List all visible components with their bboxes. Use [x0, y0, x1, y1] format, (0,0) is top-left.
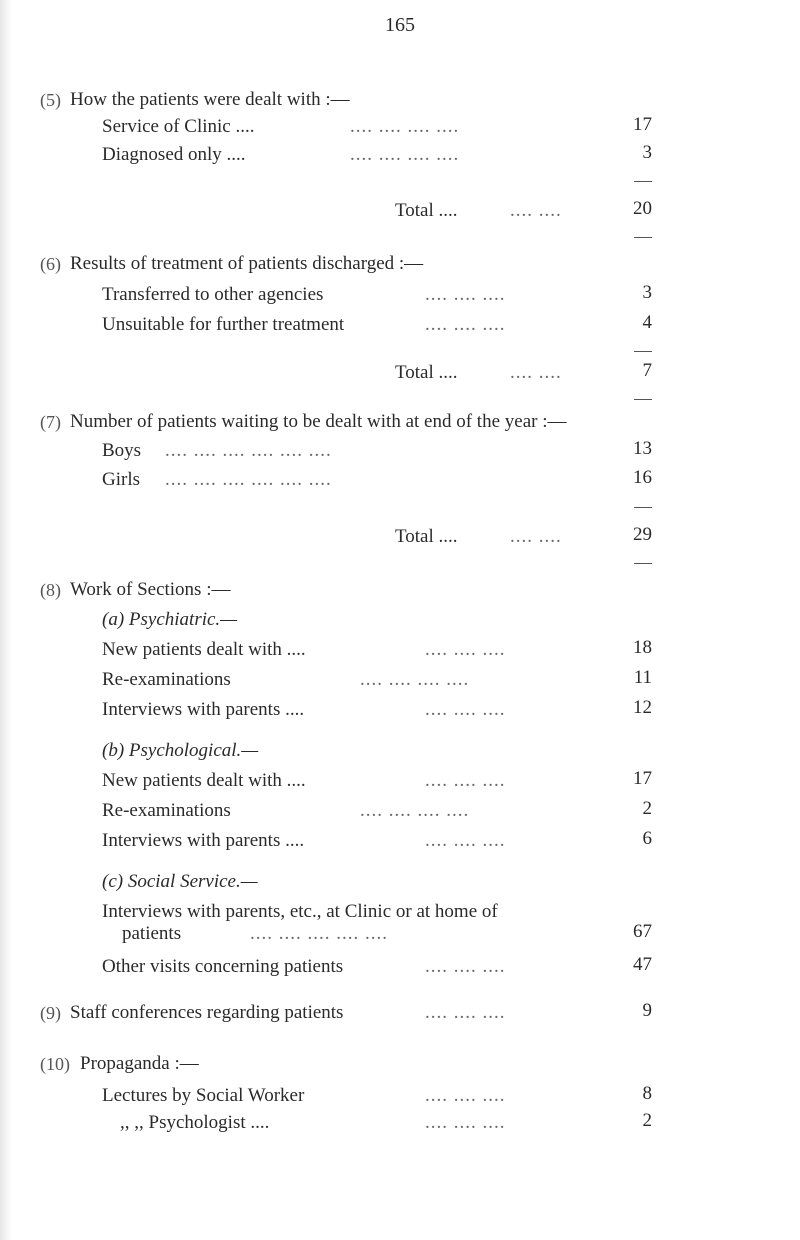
subsection-a-title: (a) Psychiatric.— [102, 609, 238, 630]
leader-dots: .... .... .... [425, 284, 506, 305]
s7-row-value: 13 [633, 438, 652, 459]
leader-dots: .... .... .... .... [360, 669, 470, 690]
section-6-number: (6) [40, 254, 61, 274]
total-rule [634, 237, 652, 238]
s8b-row-value: 6 [642, 828, 652, 849]
s5-row-label: Service of Clinic .... [102, 116, 255, 137]
section-9-value: 9 [642, 1000, 652, 1021]
page-binding-shadow [0, 0, 12, 1240]
s6-row-label: Unsuitable for further treatment [102, 314, 345, 335]
leader-dots: .... .... .... .... [360, 800, 470, 821]
leader-dots: .... .... .... .... [350, 144, 460, 165]
section-9-number: (9) [40, 1003, 61, 1023]
s10-row-value: 8 [642, 1083, 652, 1104]
s6-total-value: 7 [642, 360, 652, 381]
s5-total-label: Total .... [395, 200, 458, 221]
subsection-c-title: (c) Social Service.— [102, 871, 258, 892]
s6-row-label: Transferred to other agencies [102, 284, 324, 305]
section-10-heading: Propaganda :— [80, 1053, 199, 1074]
s8c-row-label: Other visits concerning patients [102, 956, 344, 977]
leader-dots: .... .... .... [425, 699, 506, 720]
s6-row-value: 3 [642, 282, 652, 303]
sum-rule [634, 507, 652, 508]
s5-row-value: 3 [642, 142, 652, 163]
section-7-number: (7) [40, 412, 61, 432]
leader-dots: .... .... [510, 526, 562, 547]
section-7-heading: Number of patients waiting to be dealt with at end of the year :— [70, 411, 567, 432]
leader-dots: .... .... .... .... .... [250, 923, 388, 944]
s8b-row-value: 17 [633, 768, 652, 789]
s8a-row-value: 18 [633, 637, 652, 658]
sum-rule [634, 351, 652, 352]
s7-row-label: Boys [102, 440, 142, 461]
leader-dots: .... .... [510, 362, 562, 383]
s8a-row-value: 11 [633, 667, 652, 688]
leader-dots: .... .... .... [425, 830, 506, 851]
total-rule [634, 399, 652, 400]
s8a-row-label: Interviews with parents .... [102, 699, 305, 720]
section-9-label: Staff conferences regarding patients [70, 1002, 344, 1023]
leader-dots: .... .... .... [425, 1085, 506, 1106]
page-number: 165 [385, 14, 415, 36]
section-5-number: (5) [40, 90, 61, 110]
section-10-number: (10) [40, 1054, 70, 1074]
s5-row-label: Diagnosed only .... [102, 144, 246, 165]
section-5-heading: How the patients were dealt with :— [70, 89, 350, 110]
leader-dots: .... .... .... [425, 639, 506, 660]
leader-dots: .... .... .... [425, 1002, 506, 1023]
sum-rule [634, 181, 652, 182]
section-8-number: (8) [40, 580, 61, 600]
section-8-heading: Work of Sections :— [70, 579, 231, 600]
leader-dots: .... .... .... .... [350, 116, 460, 137]
s8b-row-label: Interviews with parents .... [102, 830, 305, 851]
s8c-row-label: Interviews with parents, etc., at Clinic or at home of [102, 901, 498, 922]
s8b-row-label: New patients dealt with .... [102, 770, 306, 791]
leader-dots: .... .... .... [425, 314, 506, 335]
total-rule [634, 563, 652, 564]
leader-dots: .... .... [510, 200, 562, 221]
s5-total-value: 20 [633, 198, 652, 219]
leader-dots: .... .... .... [425, 1112, 506, 1133]
s5-row-value: 17 [633, 114, 652, 135]
leader-dots: .... .... .... [425, 770, 506, 791]
s8b-row-value: 2 [642, 798, 652, 819]
s7-total-label: Total .... [395, 526, 458, 547]
s10-row-value: 2 [642, 1110, 652, 1131]
s10-row-label: ,, ,, Psychologist .... [120, 1112, 270, 1133]
s8c-row-value: 67 [633, 921, 652, 942]
leader-dots: .... .... .... [425, 956, 506, 977]
s8b-row-label: Re-examinations [102, 800, 231, 821]
s7-row-label: Girls [102, 469, 140, 490]
s10-row-label: Lectures by Social Worker [102, 1085, 305, 1106]
s6-row-value: 4 [642, 312, 652, 333]
s7-row-value: 16 [633, 467, 652, 488]
s8a-row-value: 12 [633, 697, 652, 718]
subsection-b-title: (b) Psychological.— [102, 740, 259, 761]
s8c-row-value: 47 [633, 954, 652, 975]
section-6-heading: Results of treatment of patients discharged :— [70, 253, 424, 274]
leader-dots: .... .... .... .... .... .... [165, 440, 332, 461]
s8a-row-label: Re-examinations [102, 669, 231, 690]
s8c-row-label-cont: patients [122, 923, 182, 944]
leader-dots: .... .... .... .... .... .... [165, 469, 332, 490]
s8a-row-label: New patients dealt with .... [102, 639, 306, 660]
s7-total-value: 29 [633, 524, 652, 545]
s6-total-label: Total .... [395, 362, 458, 383]
